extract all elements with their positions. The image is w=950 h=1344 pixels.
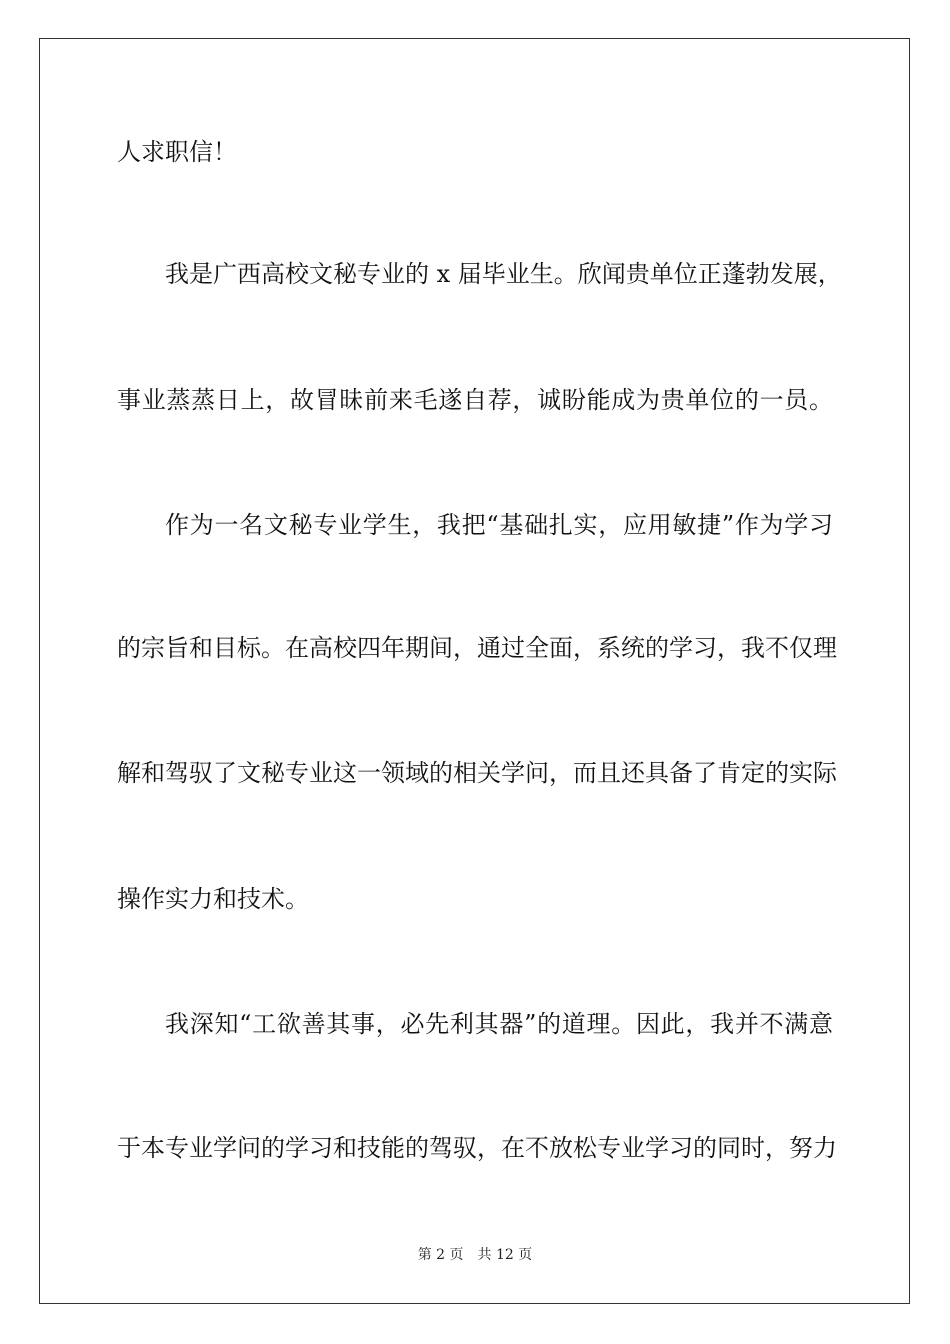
text-line-5: 的宗旨和目标。在高校四年期间，通过全面，系统的学习，我不仅理 — [117, 634, 837, 662]
text-line-3: 事业蒸蒸日上，故冒昧前来毛遂自荐，诚盼能成为贵单位的一员。 — [117, 386, 833, 414]
text-line-9: 于本专业学问的学习和技能的驾驭，在不放松专业学习的同时，努力 — [117, 1134, 837, 1162]
text-line-8: 我深知“工欲善其事，必先利其器”的道理。因此，我并不满意 — [165, 1010, 833, 1038]
text-line-2: 我是广西高校文秘专业的 x 届毕业生。欣闻贵单位正蓬勃发展， — [165, 260, 842, 288]
page-border — [39, 38, 910, 1304]
page-total: 共 12 页 — [477, 1247, 533, 1263]
text-line-1: 人求职信！ — [117, 138, 237, 166]
text-line-7: 操作实力和技术。 — [117, 885, 309, 913]
text-line-6: 解和驾驭了文秘专业这一领域的相关学问，而且还具备了肯定的实际 — [117, 759, 837, 787]
text-line-4: 作为一名文秘专业学生，我把“基础扎实，应用敏捷”作为学习 — [165, 511, 833, 539]
page-footer — [0, 1246, 950, 1264]
page-number: 第 2 页 — [417, 1247, 464, 1263]
